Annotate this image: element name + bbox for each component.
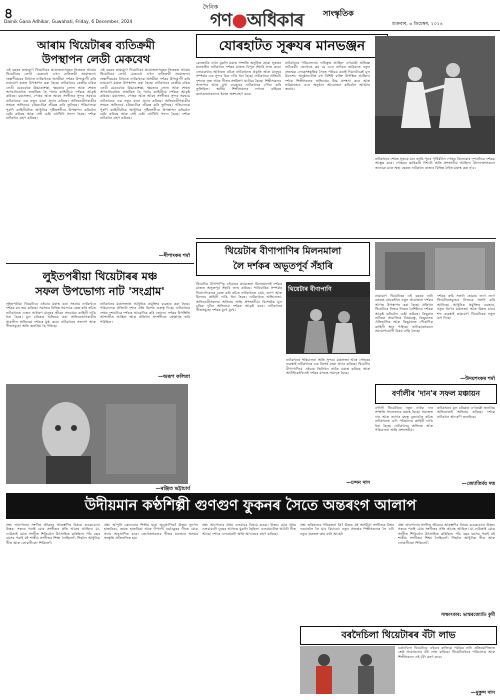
actor-portrait-image <box>6 384 188 484</box>
jorhat-photo <box>375 36 495 154</box>
luit-body-left: লুইতপৰীয়া থিয়েটাৰে এইবাৰ মঞ্চস্থ কৰা সংগ্ৰাম নাটকখনে দৰ্শকৰ মন জয় কৰিছে। সমাজৰ বিভিন্ন সমস্যাক কেন্দ্ৰ কৰি ৰচিত নাটকখনত এজন সাধাৰণ মানুহৰ জীৱন সংগ্ৰামৰ কাহিনী দাঙি ধৰা হৈছে। মূল চৰিত্ৰত অভিনয় কৰা অভিনেতাগৰাকীৰ সাৱলীল অভিনয়ে দৰ্শকক মুগ্ধ কৰে। নাটকখনৰ সংলাপ আৰু গীতসমূহো অতি জনপ্ৰিয় হৈ পৰিছে। <box>6 302 96 329</box>
right-photo <box>375 242 495 290</box>
luit-body-right: নাটকখনৰ মঞ্চসজ্জাত আধুনিক প্ৰযুক্তিৰ ব্যৱহাৰ কৰা হৈছে। পৰিচালকে প্ৰতিটো দৃশ্যৰ প্ৰতি বিশেষ গুৰুত্ব দিছে। নাটকখনৰ শেষৰ দৃশ্যটোৱে দৰ্শকক আৱেগিক কৰি তোলে। দৰ্শকৰ উপস্থিতি আশাতীত আছিল আৰু প্ৰতিখন প্ৰদৰ্শনীতে প্ৰেক্ষাগৃহ ভৰি পৰিছিল। <box>100 302 190 324</box>
gungun-body-2: প্ৰশ্ন: আপুনি কোনবোৰ শিল্পীৰ দ্বাৰা অনুপ্ৰাণিত? উত্তৰ: ভূপেন হাজৰিকা, জয়ন্ত হাজৰিকা আৰু দীপালী বৰঠাকুৰৰ গীতে মোক সদায় অনুপ্ৰাণিত কৰে। তেখেতসকলৰ গীতৰ মাজেৰে অসমৰ সংস্কৃতি প্ৰতিফলিত হয়। <box>104 523 198 541</box>
luit-headline-2: সফল উপভোগ্য নাট 'সংগ্ৰাম' <box>35 285 165 298</box>
leda-headline-1: আৰাম থিয়েটাৰৰ ব্যতিক্ৰমী <box>37 39 155 52</box>
theatre-poster-text: থিয়েটাৰ বীণাপাণি <box>288 286 332 293</box>
luit-photo <box>6 384 188 484</box>
leda-byline: —দীপাংকৰ শৰ্মা <box>158 253 190 259</box>
section-label: সাংস্কৃতিক <box>323 9 354 18</box>
theatre-headline-2: লৈ দৰ্শকৰ অভূতপূৰ্ব সঁহাৰি <box>233 261 333 272</box>
jorhat-body-left: যোৰহাটৰ এখন মুকলি মঞ্চত সম্প্ৰতি অনুষ্ঠিত হোৱা সূৰুযৰ মানভঞ্জন নাটকখনে দৰ্শকৰ মাজত বিপুল সঁহাৰি লাভ কৰে। লোককথাৰ আধাৰত ৰচিত নাটকখনত প্ৰকৃতি আৰু মানুহৰ সম্পৰ্কৰ এক সুন্দৰ চিত্ৰ দাঙি ধৰা হৈছে। নাটকখনৰ প্ৰতিটো দৃশ্যতে নৃত্য আৰু গীতৰ সংমিশ্ৰণ ঘটোৱা হৈছে। শিল্পীসকলৰ সাজপাৰ আৰু মুখা ব্যৱহাৰে নাটকখনক বৰ্ণাঢ্য কৰি তুলিছিল। স্থানীয় শিল্পীসকলৰ লগতে বাহিৰৰ কলাকাৰসকলেও ইয়াত অংশগ্ৰহণ কৰে। <box>196 61 281 96</box>
gungun-banner <box>6 493 495 519</box>
right-body-top: ভ্ৰাম্যমাণ থিয়েটাৰৰ এই বছৰৰ নাট্য বতৰত বহুকেইখন নতুন প্ৰযোজনা দৰ্শকৰ আগত উপস্থাপন কৰা হৈছে। প্ৰতিখন থিয়েটাৰে নিজৰ নিজৰ বৈশিষ্ট্যৰে দৰ্শকক আকৃষ্ট কৰিবলৈ চেষ্টা কৰিছে। কিছুমান নাটকত সামাজিক বিষয়বস্তু, কিছুমানত ঐতিহাসিক আৰু কিছুমানত পৌৰাণিক কাহিনী স্থান পাইছে। নাট্যকাৰসকলে সময়োপযোগী বিষয় বাছি লৈছে। <box>375 294 433 334</box>
theatre-body-left: থিয়েটাৰ বীণাপাণিৰ এইবাৰৰ প্ৰযোজনা মিলনমালাই দৰ্শকৰ মাজত অভূতপূৰ্ব সঁহাৰি লাভ কৰিছে। পাৰিবাৰিক সম্পৰ্কৰ টানাপোৰেনক কেন্দ্ৰ কৰি ৰচিত নাটকখনত প্ৰেম, ত্যাগ আৰু মিলনৰ কাহিনী দাঙি ধৰা হৈছে। নাটকখনৰ অভিনেতা-অভিনেত্ৰীসকলৰ অভিনয় অতি প্ৰশংসনীয়। বিশেষকৈ মূল চৰিত্ৰ দুটাৰ অভিনয়ে দৰ্শকক আকৃষ্ট কৰে। নাটকখনৰ গীতসমূহো দৰ্শকৰ মুখে মুখে। <box>196 282 282 313</box>
jorhat-headline-box <box>196 34 388 58</box>
leda-headline-2: উপস্থাপন লেডী মেকবেথ <box>41 53 151 66</box>
gungun-body-4: প্ৰশ্ন: ভৱিষ্যতৰ পৰিকল্পনা কি? উত্তৰ: মই অসমীয়া সংগীতক বিশ্বৰ দৰবাৰলৈ লৈ যাব বিচাৰো। নতুন প্ৰজন্মৰ শিল্পীসকলক লৈ এটা নতুন প্ৰকল্পত কাম কৰি আছোঁ। <box>300 523 394 536</box>
theatre-byline: —চন্দন দাস <box>346 480 370 486</box>
gungun-byline: সাক্ষাৎকাৰ: ভাস্কৰজ্যোতি কুৰ্মী <box>440 613 495 618</box>
paper-name-left: গণ <box>210 10 232 31</box>
barnali-headline-box <box>375 384 497 404</box>
barnali-body-left: বৰ্ণালী থিয়েটাৰৰ নতুন নাটক দান সম্প্ৰতি সফলতাৰে মঞ্চস্থ হৈছে। সমাজত দান আৰু ত্যাগৰ মহত্ব বুজাবলৈ ৰচিত নাটকখনত এটা পৰিয়ালৰ কাহিনী দাঙি ধৰা হৈছে। নাটকখনৰ অভিনয় আৰু পৰিচালনা অতি প্ৰশংসনীয়। <box>375 406 433 433</box>
theatre-headline-box <box>196 242 370 276</box>
bardoichila-headline: বৰদৈচিলা থিয়েটাৰৰ বঁটা লাভ <box>341 630 456 641</box>
dance-scene-image <box>375 36 495 154</box>
divider <box>196 238 496 239</box>
theatre-headline-1: থিয়েটাৰ বীণাপাণিৰ মিলনমালা <box>224 246 342 257</box>
right-body-mid: দৰ্শকৰ ৰুচি সলনি হোৱাৰ লগে লগে থিয়েটাৰসমূহেও নিজকে সলনি কৰি আনিছে। আধুনিক প্ৰযুক্তিৰ ব্যৱহাৰ, নতুন ধৰণৰ মঞ্চসজ্জা আৰু উন্নত মানৰ শব্দ ব্যৱস্থাই ভ্ৰাম্যমাণ থিয়েটাৰক নতুন ৰূপ দিছে। <box>437 294 495 321</box>
gungun-body-5: প্ৰশ্ন: আপোনাৰ সংগীত জীৱনৰ আৰম্ভণিৰ বিষয়ে কওকচোন। উত্তৰ: সৰুৰে পৰাই মোৰ সংগীতৰ প্ৰতি আগ্ৰহ আছিল। মা-দেউতাই মোক সংগীত শিকিবলৈ উৎসাহিত কৰিছিল। পাঁচ বছৰ বয়সৰ পৰাই মই শাস্ত্ৰীয় সংগীতৰ শিক্ষা লৈছিলোঁ। পিছলৈ আধুনিক গীত আৰু লোকগীতো শিকিলোঁ। <box>398 523 495 545</box>
award-ceremony-image <box>300 646 395 694</box>
bardoichila-headline-box <box>300 626 497 645</box>
theatre-body-right: নাটকখনৰ পৰিচালনা অতি সুন্দৰ। মঞ্চসজ্জা আৰু পোহৰৰ ব্যৱস্থাই নাটকখনক এক বিশেষ মাত্ৰা প্ৰদান কৰিছে। থিয়েটাৰ বীণাপাণিয়ে এইবাৰ তিনিখন নাটক মঞ্চস্থ কৰিছে আৰু আটাইকেইখনেই দৰ্শকৰ মাজত সমাদৃত হৈছে। <box>286 358 370 376</box>
luit-headline-1: লুইতপৰীয়া থিয়েটাৰৰ মঞ্চ <box>42 270 158 283</box>
masthead <box>0 0 500 31</box>
paper-logo-dot: ● <box>231 10 247 31</box>
luit-byline: —অৰূপ কলিতা <box>158 374 190 380</box>
leda-body-2: এই বছৰৰ ভ্ৰাম্যমাণ থিয়েটাৰৰ প্ৰযোজনাসমূহৰ ভিতৰত আৰাম থিয়েটাৰৰ লেডী মেকবেথ এখন ব্যতিক্ৰমী প্ৰযোজনা। শ্বেক্সপীয়েৰৰ বিখ্যাত নাটকখনক অসমীয়া দৰ্শকৰ উপযোগী কৰি ভ্ৰাম্যমাণ মঞ্চত উপস্থাপন কৰা হৈছে। নাটকখনৰ কেন্দ্ৰীয় চৰিত্ৰ লেডী মেকবেথৰ উচ্চাকাংক্ষা, ক্ষমতাৰ লোভ আৰু শেষত অপৰাধবোধত জৰ্জৰিত হৈ পৰাৰ কাহিনীয়ে দৰ্শকক আকৃষ্ট কৰিছে। মঞ্চসজ্জা, পোহৰ আৰু আবহ সংগীতৰ সুন্দৰ সমন্বয়ে নাটকখনক এক নতুন মাত্ৰা প্ৰদান কৰিছে। অভিনেত্ৰীগৰাকীৰ সংযত অভিনয়ে চৰিত্ৰটোক জীৱন্ত কৰি তুলিছে। পৰিচালকে পুৰণি কাহিনীটোক আধুনিক দৃষ্টিভংগীৰে উপস্থাপন কৰিবলৈ চেষ্টা কৰিছে আৰু সেই চেষ্টা বহুখিনি সফল হৈছে। দৰ্শকে নাটকখন গ্ৰহণ কৰিছে। <box>100 68 190 121</box>
bardoichila-byline: —মুকুন্দ দাস <box>470 690 495 696</box>
barnali-byline: —জ্যোতিৰ্ময় দত্ত <box>461 481 495 487</box>
barnali-body-right: নাটকখনৰ মূল চৰিত্ৰত এগৰাকী জনপ্ৰিয় অভিনেতাই অভিনয় কৰিছে। দৰ্শকে নাটকখন আদৰণি জনাইছে। <box>437 406 495 419</box>
bardoichila-photo <box>300 646 395 694</box>
jorhat-body-mid: নাটকখনৰ পৰিচালনাৰ দায়িত্বত আছিল এগৰাকী অভিজ্ঞ নাট্যকৰ্মী। তেখেতে কয় যে এনে নাটকৰ জৰিয়তে নতুন প্ৰজন্মক লোকসংস্কৃতিৰ সৈতে পৰিচয় কৰাই দিয়াটোৱেই মূল উদ্দেশ্য। অনুষ্ঠানটোত বহু বিশিষ্ট ব্যক্তি উপস্থিত আছিল। দৰ্শকে শিল্পীসকলৰ অভিনয়ৰ উচ্চ প্ৰশংসা কৰে আৰু ভৱিষ্যতেও এনে অনুষ্ঠান আয়োজন কৰিবলৈ আহ্বান জনায়। <box>285 61 370 92</box>
luit-photo-credit: —ৰঞ্জিত ভট্টাচাৰ্য <box>155 486 190 492</box>
theatre-scene-image <box>286 297 370 354</box>
right-byline: —উদয়শংকৰ শৰ্মা <box>460 376 495 382</box>
paper-name-right: অধিকাৰ <box>246 10 304 31</box>
paper-name <box>210 6 304 37</box>
stage-scene-image <box>375 242 495 290</box>
divider <box>6 263 194 264</box>
date-assamese: শুক্ৰবাৰ, ৬ ডিচেম্বৰ, ২০২৪ <box>392 22 443 27</box>
gungun-body-1: প্ৰশ্ন: আপোনাৰ সংগীত জীৱনৰ আৰম্ভণিৰ বিষয়ে কওকচোন। উত্তৰ: সৰুৰে পৰাই মোৰ সংগীতৰ প্ৰতি আগ্ৰহ আছিল। মা-দেউতাই মোক সংগীত শিকিবলৈ উৎসাহিত কৰিছিল। পাঁচ বছৰ বয়সৰ পৰাই মই শাস্ত্ৰীয় সংগীতৰ শিক্ষা লৈছিলোঁ। পিছলৈ আধুনিক গীত আৰু লোকগীতো শিকিলোঁ। <box>6 523 100 545</box>
bardoichila-body-left: বৰদৈচিলা থিয়েটাৰে এইবাৰ ৰাজ্যিক পৰ্যায়ৰ নাট্য প্ৰতিযোগিতাত শ্ৰেষ্ঠ প্ৰযোজনাৰ বঁটা লাভ কৰিছে। থিয়েটাৰখনৰ পৰিচালক আৰু শিল্পীসকলে এই বঁটা গ্ৰহণ কৰে। <box>398 646 495 659</box>
jorhat-body-right: নাটকখনৰ শেষত সূৰুযে মান ভাঙি পুনৰ পৃথিৱীলৈ পোহৰ বিলোৱাৰ দৃশ্যটোৱে দৰ্শকক আপ্লুত কৰে। পোহৰৰ কাৰিকৰী দিশটো অতি প্ৰশংসনীয় আছিল। উদ্যোক্তাসকলে জনোৱা মতে অহা বছৰত নাটকখন ৰাজ্যৰ বিভিন্ন ঠাইত মঞ্চস্থ কৰা হ'ব। <box>375 157 495 170</box>
gungun-headline: উদীয়মান কণ্ঠশিল্পী গুণগুণ ফুকনৰ সৈতে অন্তৰংগ আলাপ <box>84 498 417 514</box>
gungun-body-3: প্ৰশ্ন: আপোনাৰ প্ৰথম এলবামৰ বিষয়ে কওক। উত্তৰ: মোৰ প্ৰথম এলবামটো দুবছৰ আগতে মুকলি হৈছিল। এলবামটোত আঠটা গীত আছে। দৰ্শকে এলবামটো অতি আদৰেৰে গ্ৰহণ কৰিছে। <box>202 523 296 536</box>
leda-body: এই বছৰৰ ভ্ৰাম্যমাণ থিয়েটাৰৰ প্ৰযোজনাসমূহৰ ভিতৰত আৰাম থিয়েটাৰৰ লেডী মেকবেথ এখন ব্যতিক্ৰমী প্ৰযোজনা। শ্বেক্সপীয়েৰৰ বিখ্যাত নাটকখনক অসমীয়া দৰ্শকৰ উপযোগী কৰি ভ্ৰাম্যমাণ মঞ্চত উপস্থাপন কৰা হৈছে। নাটকখনৰ কেন্দ্ৰীয় চৰিত্ৰ লেডী মেকবেথৰ উচ্চাকাংক্ষা, ক্ষমতাৰ লোভ আৰু শেষত অপৰাধবোধত জৰ্জৰিত হৈ পৰাৰ কাহিনীয়ে দৰ্শকক আকৃষ্ট কৰিছে। মঞ্চসজ্জা, পোহৰ আৰু আবহ সংগীতৰ সুন্দৰ সমন্বয়ে নাটকখনক এক নতুন মাত্ৰা প্ৰদান কৰিছে। অভিনেত্ৰীগৰাকীৰ সংযত অভিনয়ে চৰিত্ৰটোক জীৱন্ত কৰি তুলিছে। পৰিচালকে পুৰণি কাহিনীটোক আধুনিক দৃষ্টিভংগীৰে উপস্থাপন কৰিবলৈ চেষ্টা কৰিছে আৰু সেই চেষ্টা বহুখিনি সফল হৈছে। দৰ্শকে নাটকখন গ্ৰহণ কৰিছে। <box>6 68 96 121</box>
jorhat-headline: যোৰহাটত সূৰুযৰ মানভঞ্জন <box>218 38 366 54</box>
theatre-poster <box>286 282 370 354</box>
barnali-headline: বৰ্ণালীৰ 'দান'ৰ সফল মঞ্চায়ন <box>392 389 480 398</box>
page-number: ৪ <box>4 6 14 22</box>
edition-line: Dainik Gana Adhikar, Guwahati, Friday, 6 December, 2024 <box>4 20 133 25</box>
paper-name-prefix: দৈনিক <box>203 4 219 11</box>
